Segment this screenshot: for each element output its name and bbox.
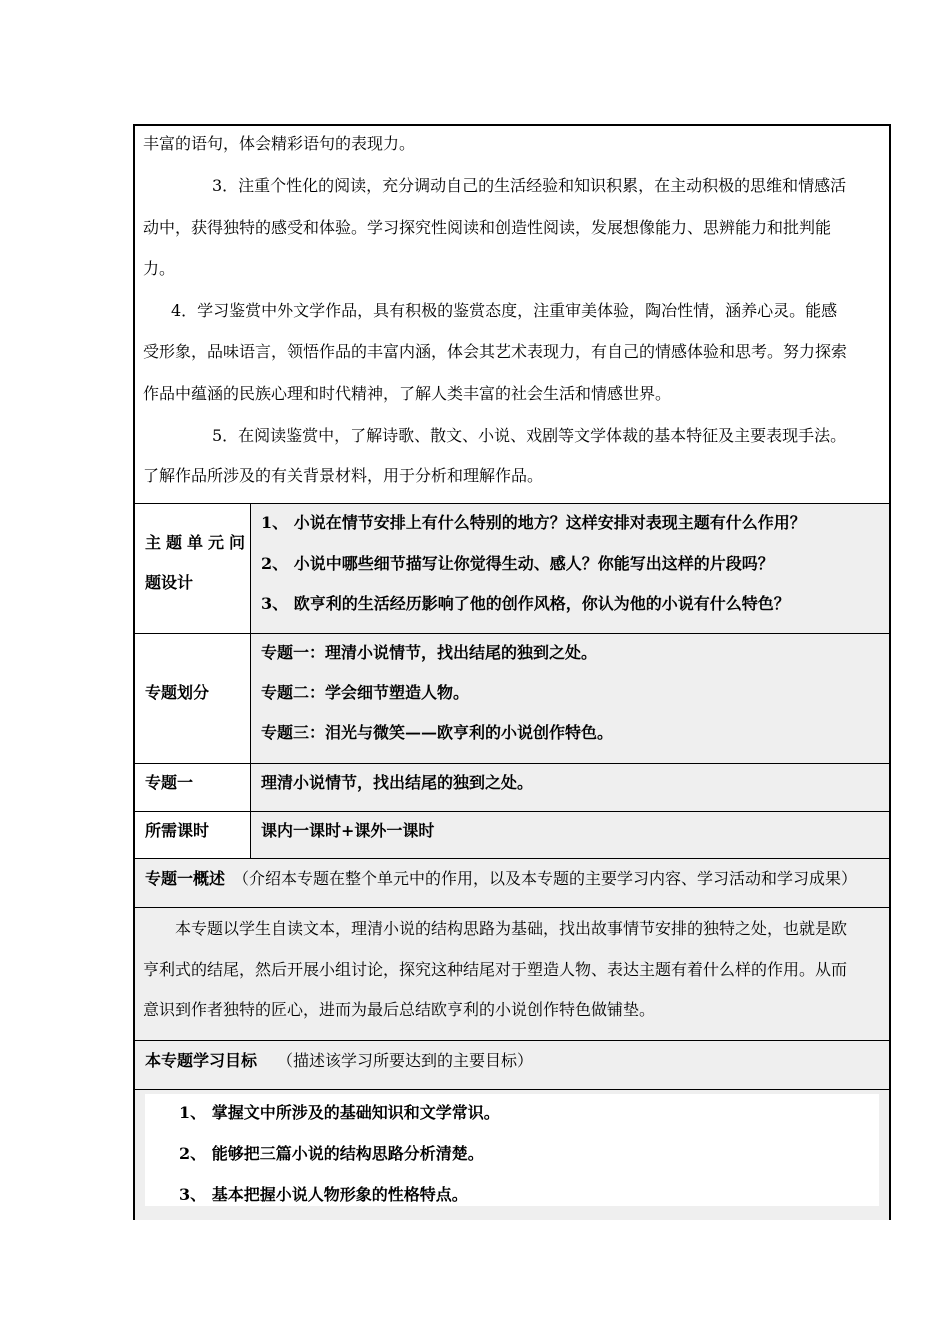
question-item: 1、 小说在情节安排上有什么特别的地方？这样安排对表现主题有什么作用？ bbox=[261, 513, 806, 532]
paragraph-line: 丰富的语句，体会精彩语句的表现力。 bbox=[143, 134, 416, 153]
lesson-plan-table bbox=[133, 124, 891, 1220]
theme-questions-row bbox=[135, 503, 889, 633]
standards-text-block bbox=[135, 126, 889, 503]
theme-questions-label: 题设计 bbox=[145, 573, 194, 592]
paragraph-line: 4．学习鉴赏中外文学作品，具有积极的鉴赏态度，注重审美体验，陶冶性情，涵养心灵。能感 bbox=[171, 301, 838, 320]
overview-label: 专题一概述 bbox=[145, 869, 226, 888]
paragraph-line: 力。 bbox=[143, 259, 176, 278]
objective-item: 3、 基本把握小说人物形象的性格特点。 bbox=[179, 1185, 468, 1204]
paragraph-line: 5．在阅读鉴赏中，了解诗歌、散文、小说、戏剧等文学体裁的基本特征及主要表现手法。 bbox=[212, 426, 847, 445]
overview-line: 亨利式的结尾，然后开展小组讨论，探究这种结尾对于塑造人物、表达主题有着什么样的作用。从而 bbox=[143, 960, 848, 979]
objectives-note: （描述该学习所要达到的主要目标） bbox=[277, 1051, 534, 1070]
objectives-body-row bbox=[135, 1089, 889, 1220]
question-item: 2、 小说中哪些细节描写让你觉得生动、感人？你能写出这样的片段吗？ bbox=[261, 554, 774, 573]
topic-one-value: 理清小说情节，找出结尾的独到之处。 bbox=[261, 773, 534, 792]
topic-division-cell bbox=[251, 634, 889, 763]
theme-questions-label: 主题单元问 bbox=[145, 533, 251, 552]
objectives-label: 本专题学习目标 bbox=[145, 1051, 258, 1070]
paragraph-line: 3．注重个性化的阅读，充分调动自己的生活经验和知识积累，在主动积极的思维和情感活 bbox=[212, 176, 847, 195]
overview-note: （介绍本专题在整个单元中的作用，以及本专题的主要学习内容、学习活动和学习成果） bbox=[233, 869, 858, 888]
objectives-list bbox=[145, 1094, 879, 1206]
topic-division-row bbox=[135, 633, 889, 763]
overview-header-row bbox=[135, 858, 889, 907]
theme-questions-cell bbox=[251, 504, 889, 633]
question-item: 3、 欧亨利的生活经历影响了他的创作风格，你认为他的小说有什么特色？ bbox=[261, 594, 790, 613]
topic-division-label: 专题划分 bbox=[145, 683, 210, 702]
paragraph-line: 作品中蕴涵的民族心理和时代精神，了解人类丰富的社会生活和情感世界。 bbox=[143, 384, 672, 403]
objective-item: 2、 能够把三篇小说的结构思路分析清楚。 bbox=[179, 1144, 484, 1163]
paragraph-line: 了解作品所涉及的有关背景材料，用于分析和理解作品。 bbox=[143, 466, 544, 485]
topic-one-cell bbox=[251, 764, 889, 811]
topic-one-row bbox=[135, 763, 889, 811]
objective-item: 1、 掌握文中所涉及的基础知识和文学常识。 bbox=[179, 1103, 500, 1122]
class-hours-cell bbox=[251, 812, 889, 858]
class-hours-row bbox=[135, 811, 889, 858]
paragraph-line: 受形象，品味语言，领悟作品的丰富内涵，体会其艺术表现力，有自己的情感体验和思考。努力探索 bbox=[143, 342, 848, 361]
overview-heading bbox=[145, 871, 857, 887]
class-hours-label: 所需课时 bbox=[145, 821, 210, 840]
topic-one-label: 专题一 bbox=[145, 773, 194, 792]
objectives-header-row bbox=[135, 1040, 889, 1089]
paragraph-line: 动中，获得独特的感受和体验。学习探究性阅读和创造性阅读，发展想像能力、思辨能力和批判能 bbox=[143, 218, 832, 237]
overview-line: 本专题以学生自读文本，理清小说的结构思路为基础，找出故事情节安排的独特之处，也就是欧 bbox=[175, 919, 848, 938]
topic-item: 专题二：学会细节塑造人物。 bbox=[261, 683, 470, 702]
overview-line: 意识到作者独特的匠心，进而为最后总结欧亨利的小说创作特色做铺垫。 bbox=[143, 1000, 656, 1019]
objectives-heading bbox=[145, 1053, 533, 1069]
topic-item: 专题三：泪光与微笑——欧亨利的小说创作特色。 bbox=[261, 723, 614, 742]
class-hours-value: 课内一课时+课外一课时 bbox=[261, 821, 435, 840]
overview-body-row bbox=[135, 907, 889, 1040]
topic-item: 专题一：理清小说情节，找出结尾的独到之处。 bbox=[261, 643, 598, 662]
